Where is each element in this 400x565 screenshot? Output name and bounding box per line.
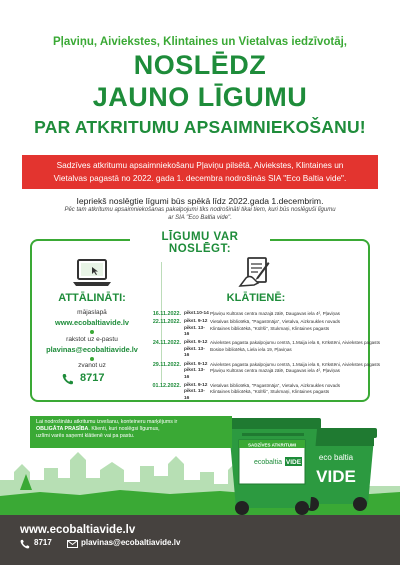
notice-line-1: Sadzīves atkritumu apsaimniekošanu Pļaviņu pilsētā, Aiviekstes, Klintaines un <box>56 160 344 170</box>
phone-number: 8717 <box>80 372 105 384</box>
validity-note <box>60 206 340 222</box>
footer-phone[interactable]: 8717 <box>34 538 52 547</box>
headline-line-1: NOSLĒDZ <box>133 50 267 80</box>
schedule-date <box>150 326 184 339</box>
schedule-date: 24.11.2022. <box>152 340 181 347</box>
schedule-time: pikst.10-14 <box>184 311 209 316</box>
validity-text: Iepriekš noslēgtie līgumi būs spēkā līdz 2022.gada 1.decembrim. <box>76 196 324 206</box>
schedule-list <box>150 311 381 402</box>
schedule-row <box>150 340 381 347</box>
separator-dot <box>90 330 94 334</box>
in-person-title: KLĀTIENĒ: <box>226 292 286 304</box>
sticker-notice-rest: . Klienti, kuri noslēgsi līgumus, <box>88 426 160 433</box>
website-link[interactable]: www.ecobaltiavide.lv <box>54 318 130 327</box>
bin-label-brand: ecobaltia <box>253 459 283 466</box>
schedule-place: Bosiūe bibliotēkā, Liela iela 19, Pļaviņas <box>210 347 292 353</box>
schedule-date <box>150 347 184 360</box>
sticker-notice-line-1: Lai nodrošinātu atkritumu izvešanu, konteineru marķējums ir <box>36 419 178 425</box>
laptop-icon <box>72 258 112 288</box>
schedule-date: 16.11.2022. <box>152 311 181 317</box>
schedule-row <box>150 319 362 325</box>
sticker-notice-line-2 <box>36 426 226 433</box>
headline-line-3: PAR ATKRITUMU APSAIMNIEKOŠANU! <box>34 117 366 137</box>
footer-website-link[interactable]: www.ecobaltiavide.lv <box>20 524 136 536</box>
separator-dot <box>90 357 94 361</box>
section-title: LĪGUMU VAR NOSLĒGT: <box>130 231 270 247</box>
bin-label-header: SADZĪVES ATKRITUMI <box>248 442 296 448</box>
notice-banner <box>22 155 378 189</box>
notice-line-2: Vietalvas pagastā no 2022. gada 1. decembra nodrošinās SIA "Eco Baltia vide". <box>53 172 347 183</box>
footer <box>0 515 400 565</box>
call-label: zvanot uz <box>78 362 106 369</box>
schedule-time: pikst. 13-16 <box>184 347 205 359</box>
schedule-row <box>150 361 381 368</box>
schedule-place: Klintaines bibliotēkā, "Kūlīši", Stukmaņi, Klintaines pagasts <box>210 389 330 395</box>
phone-contact[interactable] <box>62 372 122 386</box>
schedule-time: pikst. 13-16 <box>184 368 205 380</box>
schedule-date: 01.12.2022. <box>152 382 181 389</box>
schedule-place: Klintaines bibliotēkā, "Kūlīši", Stukmaņi, Klintaines pagasts <box>210 325 330 331</box>
site-label: mājaslapā <box>77 309 107 316</box>
note-line-1: Pēc tam atkritumu apsaimniekošanas pakalpojumi tiks nodrošināti tikai tiem, kuri būs noslēguši līgumu <box>64 207 336 213</box>
schedule-time: pikst. 13-16 <box>184 325 205 338</box>
footer-email-link[interactable]: plavinas@ecobaltiavide.lv <box>81 538 181 547</box>
schedule-time: pikst. 9-12 <box>184 319 208 325</box>
obligatory-text: OBLIGĀTA PRASĪBA <box>36 426 89 433</box>
schedule-time: pikst. 9-12 <box>184 361 208 367</box>
schedule-date <box>150 368 184 381</box>
bin-label-vide: VIDE <box>285 459 302 466</box>
bin-logo-top: eco baltia <box>318 453 354 462</box>
schedule-place: Pļaviņu Kultūras centra mazajā zālē, Daugavas iela 4², Pļaviņas <box>210 368 340 374</box>
schedule-row <box>150 368 362 381</box>
schedule-time: pikst. 9-12 <box>184 382 208 388</box>
headline-line-2: JAUNO LĪGUMU <box>92 82 308 112</box>
sticker-notice <box>30 416 232 448</box>
email-label: rakstot uz e-pastu <box>66 336 118 343</box>
schedule-place: Pļaviņu Kultūras centra mazajā zālē, Daugavas iela 4², Pļaviņas <box>210 311 340 316</box>
hand-signing-icon <box>238 256 274 288</box>
note-line-2: ar SIA "Eco Baltia vide". <box>168 215 232 221</box>
schedule-place: Vietalvas bibliotēkā, "Pagastmāja", Vietalva, Aizkraukles novads <box>210 319 341 325</box>
intro-line: Pļaviņu, Aiviekstes, Klintaines un Vietalvas iedzīvotāj, <box>52 36 347 48</box>
schedule-row <box>150 383 362 389</box>
schedule-time: pikst. 13-16 <box>184 389 205 401</box>
schedule-date: 29.11.2022. <box>152 361 181 368</box>
schedule-place: Aiviekstes pagasta pakalpojumu centrā, 1.Maija iela 6, Krīkstēni, Aiviekstes pagasts <box>210 361 381 367</box>
schedule-place: Aiviekstes pagasta pakalpojumu centrā, 1.Maija iela 6, Krīkstēni, Aiviekstes pagasts <box>210 340 381 346</box>
schedule-place: Vietalvas bibliotēkā, "Pagastmāja", Vietalva, Aizkraukles novads <box>210 382 341 388</box>
schedule-row <box>150 326 362 339</box>
schedule-row <box>150 347 362 360</box>
remote-title: ATTĀLINĀTI: <box>58 292 126 304</box>
sticker-notice-line-3: uzlīmi varēs saņemt klātienē vai pa pastu. <box>36 433 135 440</box>
schedule-row <box>150 311 362 317</box>
mail-icon <box>67 540 78 548</box>
schedule-time: pikst. 9-12 <box>184 340 208 346</box>
schedule-date: 22.11.2022. <box>152 319 181 326</box>
phone-icon <box>20 539 30 549</box>
bin-logo-bottom: VIDE <box>316 467 356 486</box>
phone-icon <box>62 373 74 385</box>
email-link[interactable]: plavinas@ecobaltiavide.lv <box>46 345 138 354</box>
